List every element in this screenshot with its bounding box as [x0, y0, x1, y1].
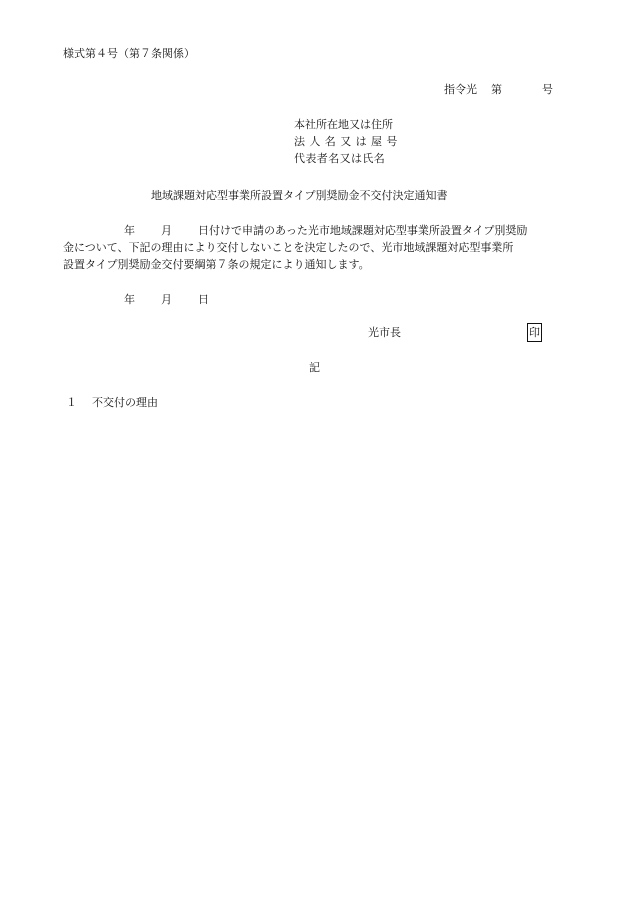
item-number: １ — [66, 396, 77, 409]
ki-heading: 記 — [309, 361, 320, 374]
issue-go: 号 — [542, 83, 553, 96]
body-tsuki: 月 — [161, 224, 172, 237]
notice-body — [63, 222, 583, 273]
date-nen: 年 — [124, 293, 135, 306]
recipient-representative: 代表者名又は氏名 — [294, 152, 386, 165]
notice-date — [124, 293, 209, 306]
form-number: 様式第４号（第７条関係） — [63, 47, 195, 60]
recipient-address: 本社所在地又は住所 — [294, 118, 393, 131]
recipient-corporate-name: 法人名又は屋号 — [294, 135, 402, 148]
issue-number-line — [444, 83, 553, 96]
body-line-1-rest: 日付けで申請のあった光市地域課題対応型事業所設置タイプ別奨励 — [198, 224, 528, 237]
issue-prefix: 指令光 — [444, 83, 477, 96]
seal-stamp: 印 — [527, 323, 542, 342]
date-hi: 日 — [198, 293, 209, 306]
issuer-title: 光市長 — [368, 326, 401, 339]
notice-body-line-2: 金について、下記の理由により交付しないことを決定したので、光市地域課題対応型事業所 — [63, 241, 514, 254]
issue-dai: 第 — [491, 83, 502, 96]
notice-body-line-3: 設置タイプ別奨励金交付要綱第７条の規定により通知します。 — [63, 258, 370, 271]
item-label: 不交付の理由 — [92, 396, 158, 409]
document-title: 地域課題対応型事業所設置タイプ別奨励金不交付決定通知書 — [151, 189, 448, 202]
date-tsuki: 月 — [161, 293, 172, 306]
notice-body-line-1 — [63, 222, 583, 239]
item-reason — [66, 396, 158, 409]
body-nen: 年 — [124, 224, 135, 237]
